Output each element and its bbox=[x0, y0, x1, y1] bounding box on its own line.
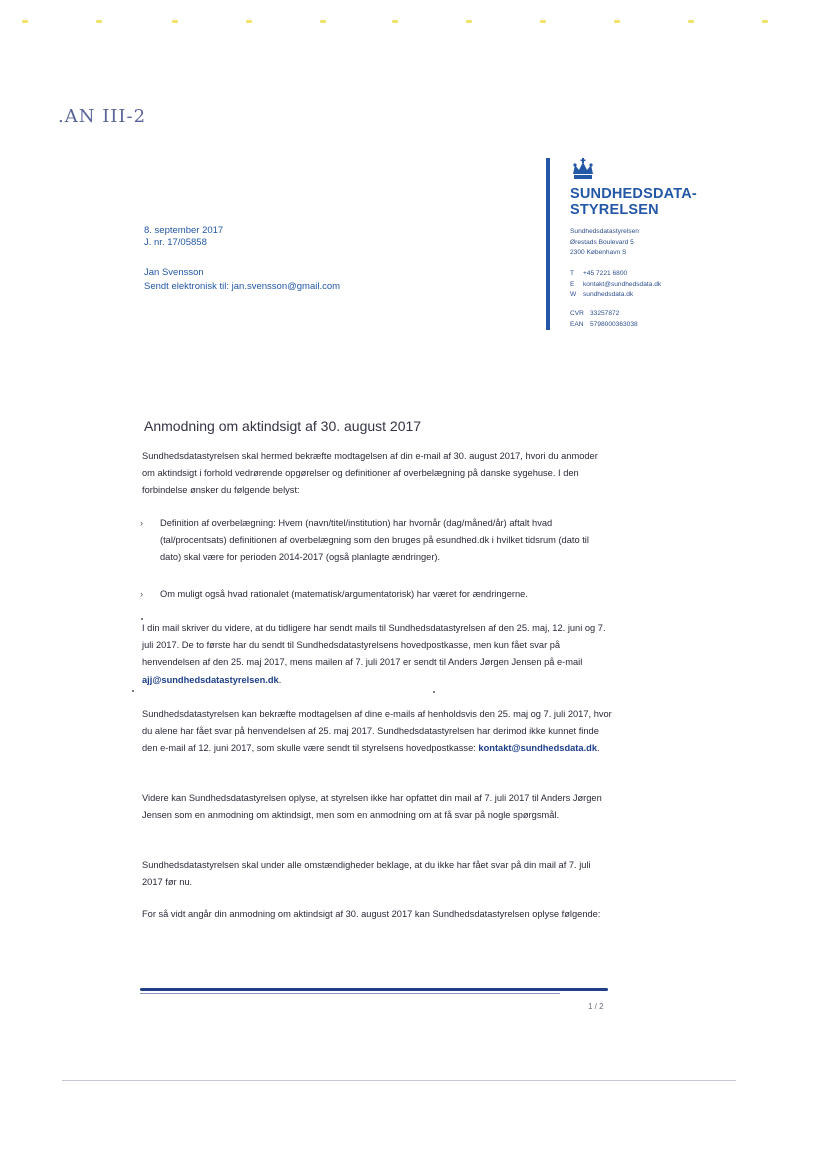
scan-mark bbox=[320, 20, 326, 23]
address-line: 2300 København S bbox=[570, 249, 627, 256]
email-value[interactable]: kontakt@sundhedsdata.dk bbox=[583, 280, 662, 288]
paragraph-5: Sundhedsdatastyrelsen skal under alle omstændigheder beklage, at du ikke har fået svar på din mail af 7. juli 2017 før nu. bbox=[142, 860, 591, 888]
scan-mark bbox=[172, 20, 178, 23]
brand-line-1: SUNDHEDSDATA- bbox=[570, 186, 697, 202]
contact-key: W bbox=[570, 291, 577, 298]
brand-name bbox=[570, 186, 697, 218]
cvr-value: 33257872 bbox=[590, 310, 620, 317]
scan-mark bbox=[22, 20, 28, 23]
scan-mark bbox=[688, 20, 694, 23]
contact-key: E bbox=[570, 280, 575, 288]
contact-key: T bbox=[570, 270, 575, 277]
paragraph-end: . bbox=[278, 674, 282, 685]
scan-speck bbox=[132, 690, 134, 692]
sender-ids bbox=[570, 309, 638, 330]
contact-phone bbox=[570, 269, 661, 280]
letter-title: Anmodning om aktindsigt af 30. august 2017 bbox=[144, 418, 422, 434]
brand-line-2: STYRELSEN bbox=[570, 202, 659, 218]
scan-mark bbox=[614, 20, 620, 23]
scan-line bbox=[62, 1080, 736, 1081]
paragraph-3 bbox=[142, 706, 612, 758]
page-number: 1 / 2 bbox=[588, 1002, 604, 1011]
bullet-item-2 bbox=[140, 586, 612, 603]
bullet-text: Definition af overbelægning: Hvem (navn/titel/institution) har hvornår (dag/måned/år) aftalt hvad (tal/procentsats) definitionen af overbelægning som den bruges på esundhed.dk i hvilket tidsrum (dato til dato) skal være for perioden 2014-2017 (også planlagte ændringer). bbox=[160, 518, 589, 563]
phone-value: +45 7221 6800 bbox=[583, 270, 628, 277]
sender-address bbox=[570, 227, 639, 259]
handwritten-stamp: .AN III-2 bbox=[58, 106, 147, 127]
scan-mark bbox=[466, 20, 472, 23]
address-line: Sundhedsdatastyrelsen bbox=[570, 228, 639, 235]
ean-row bbox=[570, 320, 638, 331]
bullet-text: Om muligt også hvad rationalet (matematisk/argumentatorisk) har været for ændringerne. bbox=[160, 589, 528, 599]
footer-rule bbox=[140, 988, 608, 991]
scan-mark bbox=[392, 20, 398, 23]
paragraph-6: For så vidt angår din anmodning om aktindsigt af 30. august 2017 kan Sundhedsdatastyrelsen oplyse følgende: bbox=[142, 909, 601, 919]
paragraph-4: Videre kan Sundhedsdatastyrelsen oplyse, at styrelsen ikke har opfattet din mail af 7. juli 2017 til Anders Jørgen Jensen som en anmodning om aktindsigt, men som en anmodning om at få svar på nogle spørgsmål. bbox=[142, 793, 602, 821]
id-key: EAN bbox=[570, 320, 584, 328]
scan-mark bbox=[96, 20, 102, 23]
address-line: Ørestads Boulevard 5 bbox=[570, 238, 634, 246]
journal-number: J. nr. 17/05858 bbox=[144, 237, 207, 248]
scan-speck bbox=[141, 618, 143, 620]
id-key: CVR bbox=[570, 310, 584, 317]
letter-date: 8. september 2017 bbox=[144, 225, 224, 236]
bullet-item-1 bbox=[140, 515, 612, 567]
sender-contact bbox=[570, 269, 661, 301]
letter-meta bbox=[144, 225, 223, 249]
bullet-mark: › bbox=[140, 589, 144, 599]
web-value[interactable]: sundhedsdata.dk bbox=[583, 291, 634, 298]
bullet-mark: › bbox=[140, 518, 144, 528]
footer-rule-thin bbox=[140, 993, 560, 994]
ean-value: 5798000363038 bbox=[590, 320, 638, 328]
logo-bar bbox=[546, 158, 550, 330]
scan-mark bbox=[246, 20, 252, 23]
recipient-sent: Sendt elektronisk til: jan.svensson@gmail.com bbox=[144, 281, 341, 292]
contact-web bbox=[570, 290, 661, 301]
paragraph-1: Sundhedsdatastyrelsen skal hermed bekræfte modtagelsen af din e-mail af 30. august 2017, hvori du anmoder om aktindsigt i forhold vedrørende opgørelser og definitioner af overbelægning på danske sygehuse. I den forbindelse ønsker du følgende belyst: bbox=[142, 451, 598, 496]
paragraph-end: . bbox=[597, 743, 600, 754]
scan-mark bbox=[540, 20, 546, 23]
scan-mark bbox=[762, 20, 768, 23]
contact-email bbox=[570, 280, 661, 291]
recipient-name: Jan Svensson bbox=[144, 267, 204, 278]
paragraph-text: I din mail skriver du videre, at du tidligere har sendt mails til Sundhedsdatastyrelsen af den 25. maj, 12. juni og 7. juli 2017. De to første har du sendt til Sundhedsdatastyrelsens hovedpostkasse, men kun fået svar på henvendelsen af den 25. maj 2017, mens mailen af 7. juli 2017 er sendt til Anders Jørgen Jensen på e-mail bbox=[142, 623, 606, 668]
scan-speck bbox=[433, 691, 435, 693]
crown-icon bbox=[570, 158, 596, 180]
paragraph-text: Sundhedsdatastyrelsen kan bekræfte modtagelsen af dine e-mails af henholdsvis den 25. maj og 7. juli 2017, hvor du alene har fået svar på henvendelsen af 25. maj 2017. Sundhedsdatastyrelsen har derimod ikke kunnet finde den e-mail af 12. juni 2017, som skulle være sendt til styrelsens hovedpostkasse: bbox=[142, 709, 612, 754]
email-link[interactable]: ajj@sundhedsdatastyrelsen.dk bbox=[142, 674, 279, 685]
cvr-row bbox=[570, 309, 638, 320]
paragraph-2 bbox=[142, 620, 612, 689]
email-link[interactable]: kontakt@sundhedsdata.dk bbox=[478, 743, 598, 754]
recipient-block bbox=[144, 266, 340, 294]
